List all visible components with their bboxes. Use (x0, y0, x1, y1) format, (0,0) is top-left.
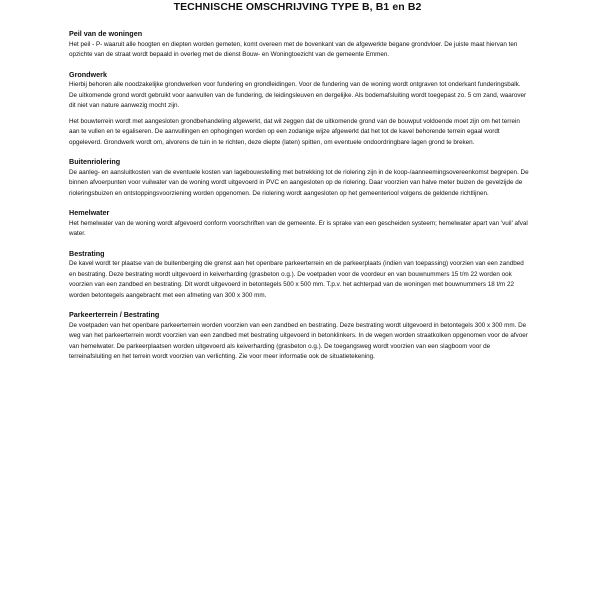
section-paragraph: Het hemelwater van de woning wordt afgevoerd conform voorschriften van de gemeente. Er is sprake van een gescheiden systeem; hemelwater apart van 'vuil' afval water. (69, 219, 528, 237)
section-paragraph: Hierbij behoren alle noodzakelijke grondwerken voor fundering en grondleidingen. Voor de fundering van de woning wordt ontgraven tot onderkant funderingsbalk. De uitkomende grond wordt gebruikt voor aanvullen van de fundering, de leidingsleuven en dergelijke. Als bodemafsluiting wordt toegepast zo. 5 cm zand, waarover dit niet van nature aanwezig mocht zijn. (69, 81, 527, 109)
section-heading: Buitenriolering (69, 157, 121, 166)
section-paragraph: Het peil - P- waaruit alle hoogten en diepten worden gemeten, komt overeen met de bovenkant van de afgewerkte begane grondvloer. De juiste maat hiervan ten opzichte van de straat wordt bepaald in overleg met de dienst Bouw- en Woningtoezicht van de gemeente Emmen. (69, 40, 518, 58)
section-paragraph: De kavel wordt ter plaatse van de buitenberging die grenst aan het openbare parkeerterrein en de parkeerplaats (indien van toepassing) voorzien van een zandbed en bestrating. Deze bestrating wordt uitgevoerd in keiverharding (grasbeton o.g.). De voetpaden voor de voordeur en van bouwnummers 15 t/m 22 worden ook voorzien van een zandbed en bestrating. Dit wordt uitgevoerd in betontegels 500 x 500 mm. T.p.v. het achterpad van de woningen met bouwnummers 18 t/m 22 worden betontegels aangebracht met een afmeting van 300 x 300 mm. (69, 260, 524, 299)
section-paragraph: De aanleg- en aansluitkosten van de eventuele kosten van lagebouwstelling met betrekking tot de riolering zijn in de koop-/aanneemingsovereenkomst begrepen. De binnen afvoerpunten voor vuilwater van de woning wordt uitgevoerd in PVC en aangesloten op de riolering. Daar voorzien van halve meter buizen de gevelzijde de rioleringsbuizen en ontstoppingsvoorziening worden opgenomen. De riolering wordt aangesloten op het gemeenteriool volgens de geldende richtlijnen. (69, 168, 529, 197)
section-parkeerterrein (69, 310, 529, 363)
section-hemelwater (69, 208, 529, 240)
section-heading: Parkeerterrein / Bestrating (69, 310, 160, 319)
section-heading: Peil van de woningen (69, 29, 143, 38)
section-paragraph: De voetpaden van het openbare parkeerterrein worden voorzien van een zandbed en bestrating. Deze bestrating wordt uitgevoerd in betontegels 300 x 300 mm. De weg van het parkeerterrein wordt voorzien van een zandbed met bestrating uitgevoerd in betonklinkers. In de wegen worden straatkolken opgenomen voor de afvoer van hemelwater. De parkeerplaatsen worden uitgevoerd als keiverharding (grasbeton o.g.). De toegangsweg wordt voorzien van een slagboom voor de terreinafsluiting en het terrein wordt voorzien van verlichting. Zie voor meer informatie ook de situatietekening. (69, 321, 528, 360)
section-paragraph: Het bouwterrein wordt met aangesloten grondbehandeling afgewerkt, dat wil zeggen dat de uitkomende grond van de bouwput voldoende moet zijn om het terrein aan te vullen en te egaliseren. De aanvullingen en ophogingen worden op een zodanige wijze afgewerkt dat het tot de kavel behorende terrein egaal wordt opgeleverd. Grondwerk wordt om, alvorens de tuin in te richten, deze diepte (laten) spitten, om eventuele ondoordringbare lagen grond te breken. (69, 117, 520, 146)
section-peil (69, 29, 529, 61)
document-title: TECHNISCHE OMSCHRIJVING TYPE B, B1 en B2 (173, 1, 422, 13)
section-grondwerk (69, 70, 529, 149)
section-buitenriolering (69, 157, 529, 199)
section-heading: Hemelwater (69, 208, 110, 217)
document-body (69, 29, 529, 372)
section-heading: Grondwerk (69, 69, 107, 79)
section-heading: Bestrating (69, 248, 105, 258)
section-bestrating (69, 249, 529, 302)
